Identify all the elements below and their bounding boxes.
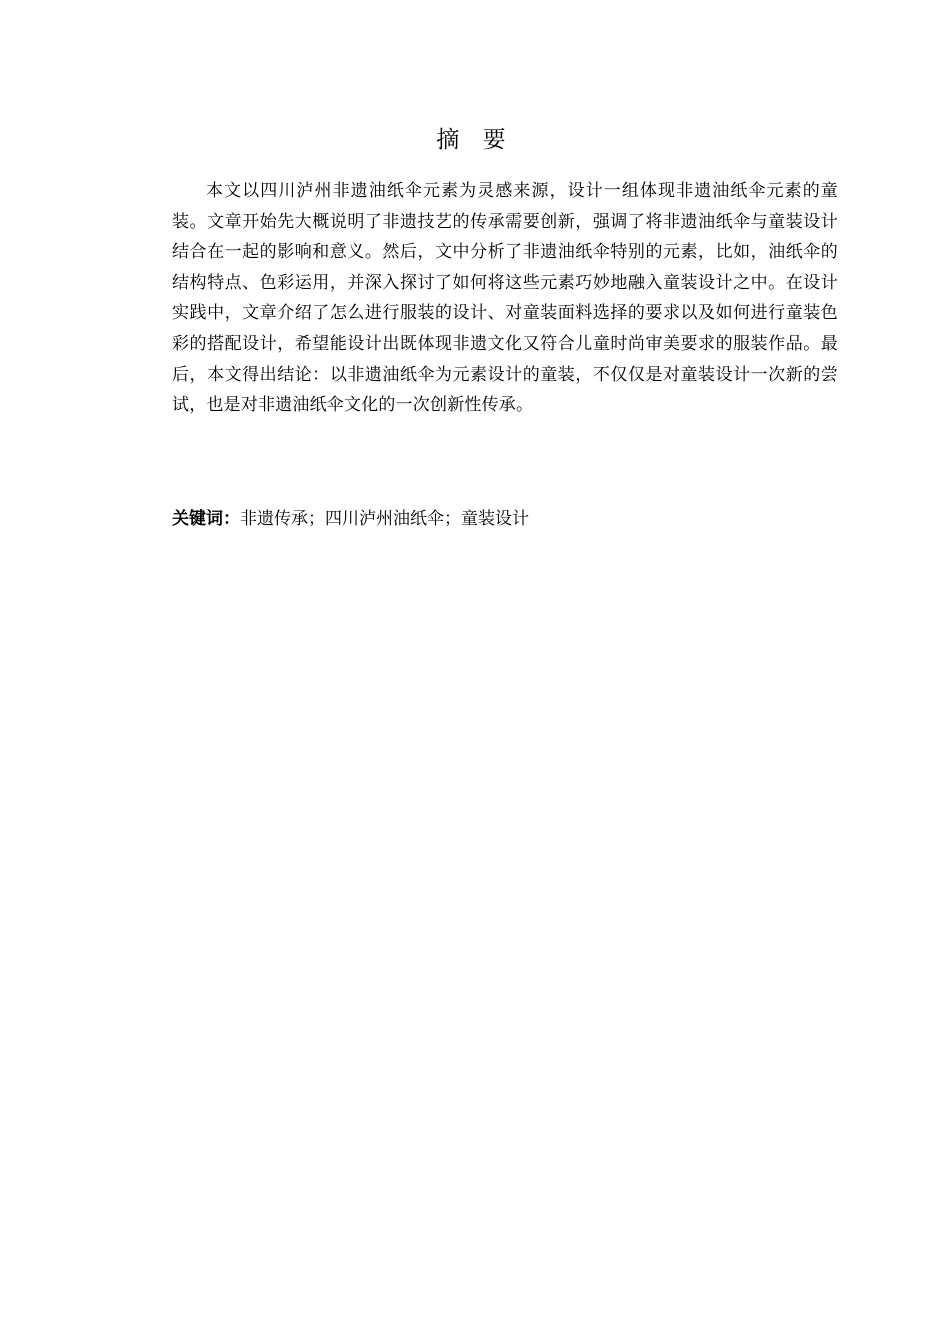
keywords-line <box>172 505 838 533</box>
abstract-paragraph: 本文以四川泸州非遗油纸伞元素为灵感来源，设计一组体现非遗油纸伞元素的童装。文章开始先大概说明了非遗技艺的传承需要创新，强调了将非遗油纸伞与童装设计结合在一起的影响和意义。然后，文中分析了非遗油纸伞特别的元素，比如，油纸伞的结构特点、色彩运用，并深入探讨了如何将这些元素巧妙地融入童装设计之中。在设计实践中，文章介绍了怎么进行服装的设计、对童装面料选择的要求以及如何进行童装色彩的搭配设计，希望能设计出既体现非遗文化又符合儿童时尚审美要求的服装作品。最后，本文得出结论：以非遗油纸伞为元素设计的童装，不仅仅是对童装设计一次新的尝试，也是对非遗油纸伞文化的一次创新性传承。 <box>172 181 838 416</box>
abstract-title: 摘 要 <box>436 127 514 153</box>
keywords-text: 非遗传承；四川泸州油纸伞；童装设计 <box>240 509 529 529</box>
keywords-label: 关键词： <box>172 509 240 529</box>
